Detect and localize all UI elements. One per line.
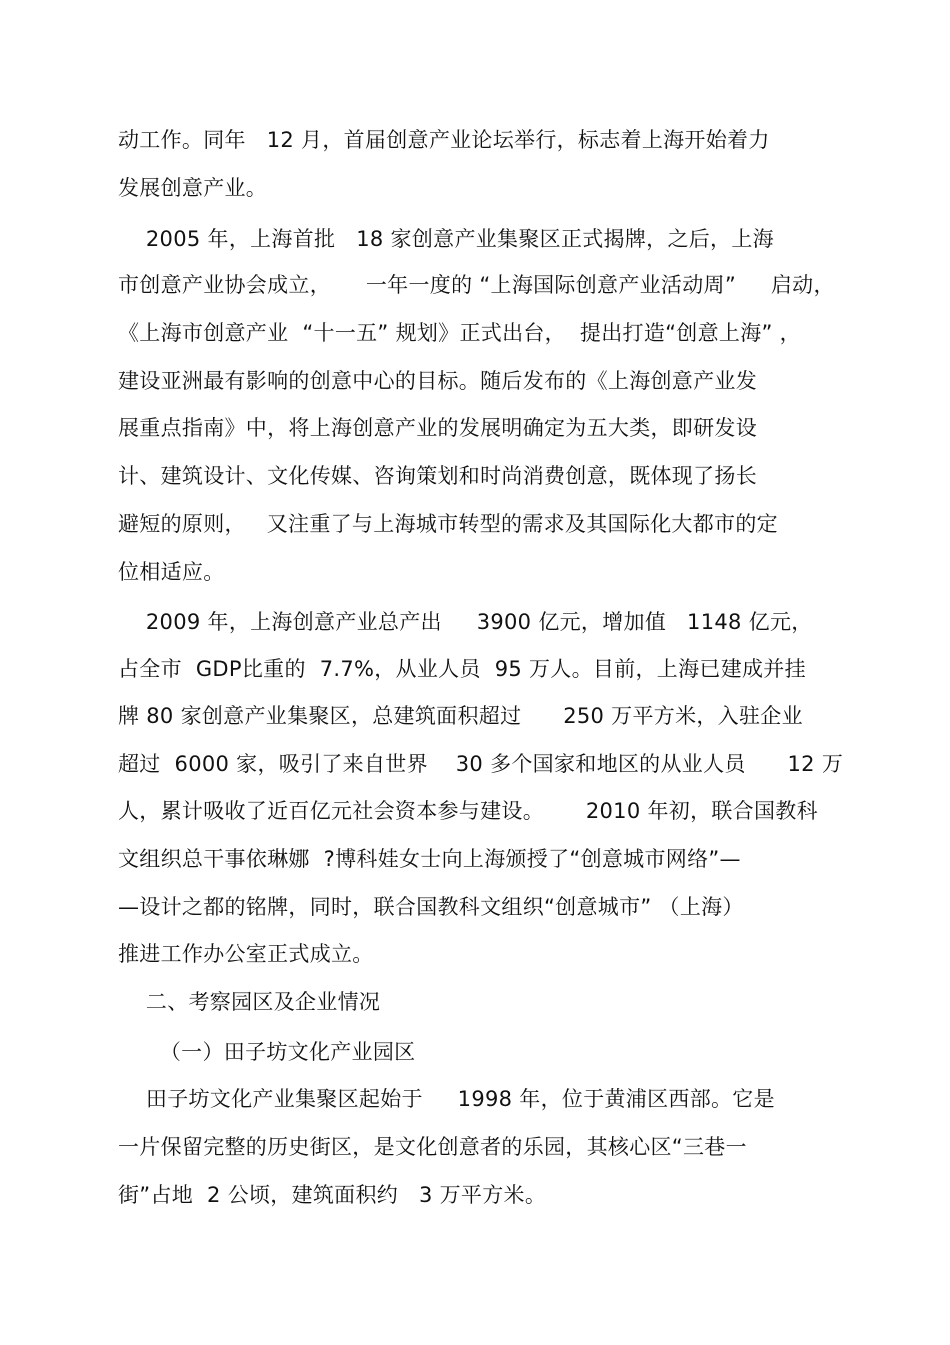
text-line: 人，累计吸收了近百亿元社会资本参与建设。 2010 年初，联合国教科 (118, 799, 818, 823)
text-line: 超过 6000 家，吸引了来自世界 30 多个国家和地区的从业人员 12 万 (118, 752, 844, 776)
text-line: 动工作。同年 12 月，首届创意产业论坛举行，标志着上海开始着力 (118, 128, 770, 152)
section-heading: 二、考察园区及企业情况 (118, 990, 381, 1014)
text-line: 展重点指南》中，将上海创意产业的发展明确定为五大类，即研发设 (118, 416, 757, 440)
text-line: 占全市 GDP比重的 7.7%，从业人员 95 万人。目前，上海已建成并挂 (118, 657, 806, 681)
subsection-heading: （一）田子坊文化产业园区 (118, 1040, 416, 1064)
text-line: —设计之都的铭牌，同时，联合国教科文组织“创意城市” （上海） (118, 895, 744, 919)
text-line: 计、建筑设计、文化传媒、咨询策划和时尚消费创意，既体现了扬长 (118, 464, 757, 488)
text-line: 位相适应。 (118, 560, 225, 584)
text-line: 《上海市创意产业 “十一五” 规划》正式出台， 提出打造“创意上海” ， (118, 321, 801, 345)
text-line: 避短的原则， 又注重了与上海城市转型的需求及其国际化大都市的定 (118, 512, 778, 536)
text-line: 文组织总干事依琳娜 ?博科娃女士向上海颁授了“创意城市网络”— (118, 847, 741, 871)
text-line: 发展创意产业。 (118, 176, 268, 200)
text-line: 市创意产业协会成立， 一年一度的 “上海国际创意产业活动周” 启动， (118, 273, 835, 297)
text-line: 牌 80 家创意产业集聚区，总建筑面积超过 250 万平方米，入驻企业 (118, 704, 803, 728)
text-line: 建设亚洲最有影响的创意中心的目标。随后发布的《上海创意产业发 (118, 369, 757, 393)
text-line: 2009 年，上海创意产业总产出 3900 亿元，增加值 1148 亿元， (118, 610, 813, 634)
text-line: 2005 年，上海首批 18 家创意产业集聚区正式揭牌，之后，上海 (118, 227, 774, 251)
text-line: 推进工作办公室正式成立。 (118, 942, 374, 966)
text-line: 街”占地 2 公顷，建筑面积约 3 万平方米。 (118, 1183, 547, 1207)
text-line: 田子坊文化产业集聚区起始于 1998 年，位于黄浦区西部。它是 (118, 1087, 775, 1111)
text-line: 一片保留完整的历史街区，是文化创意者的乐园，其核心区“三巷一 (118, 1135, 747, 1159)
